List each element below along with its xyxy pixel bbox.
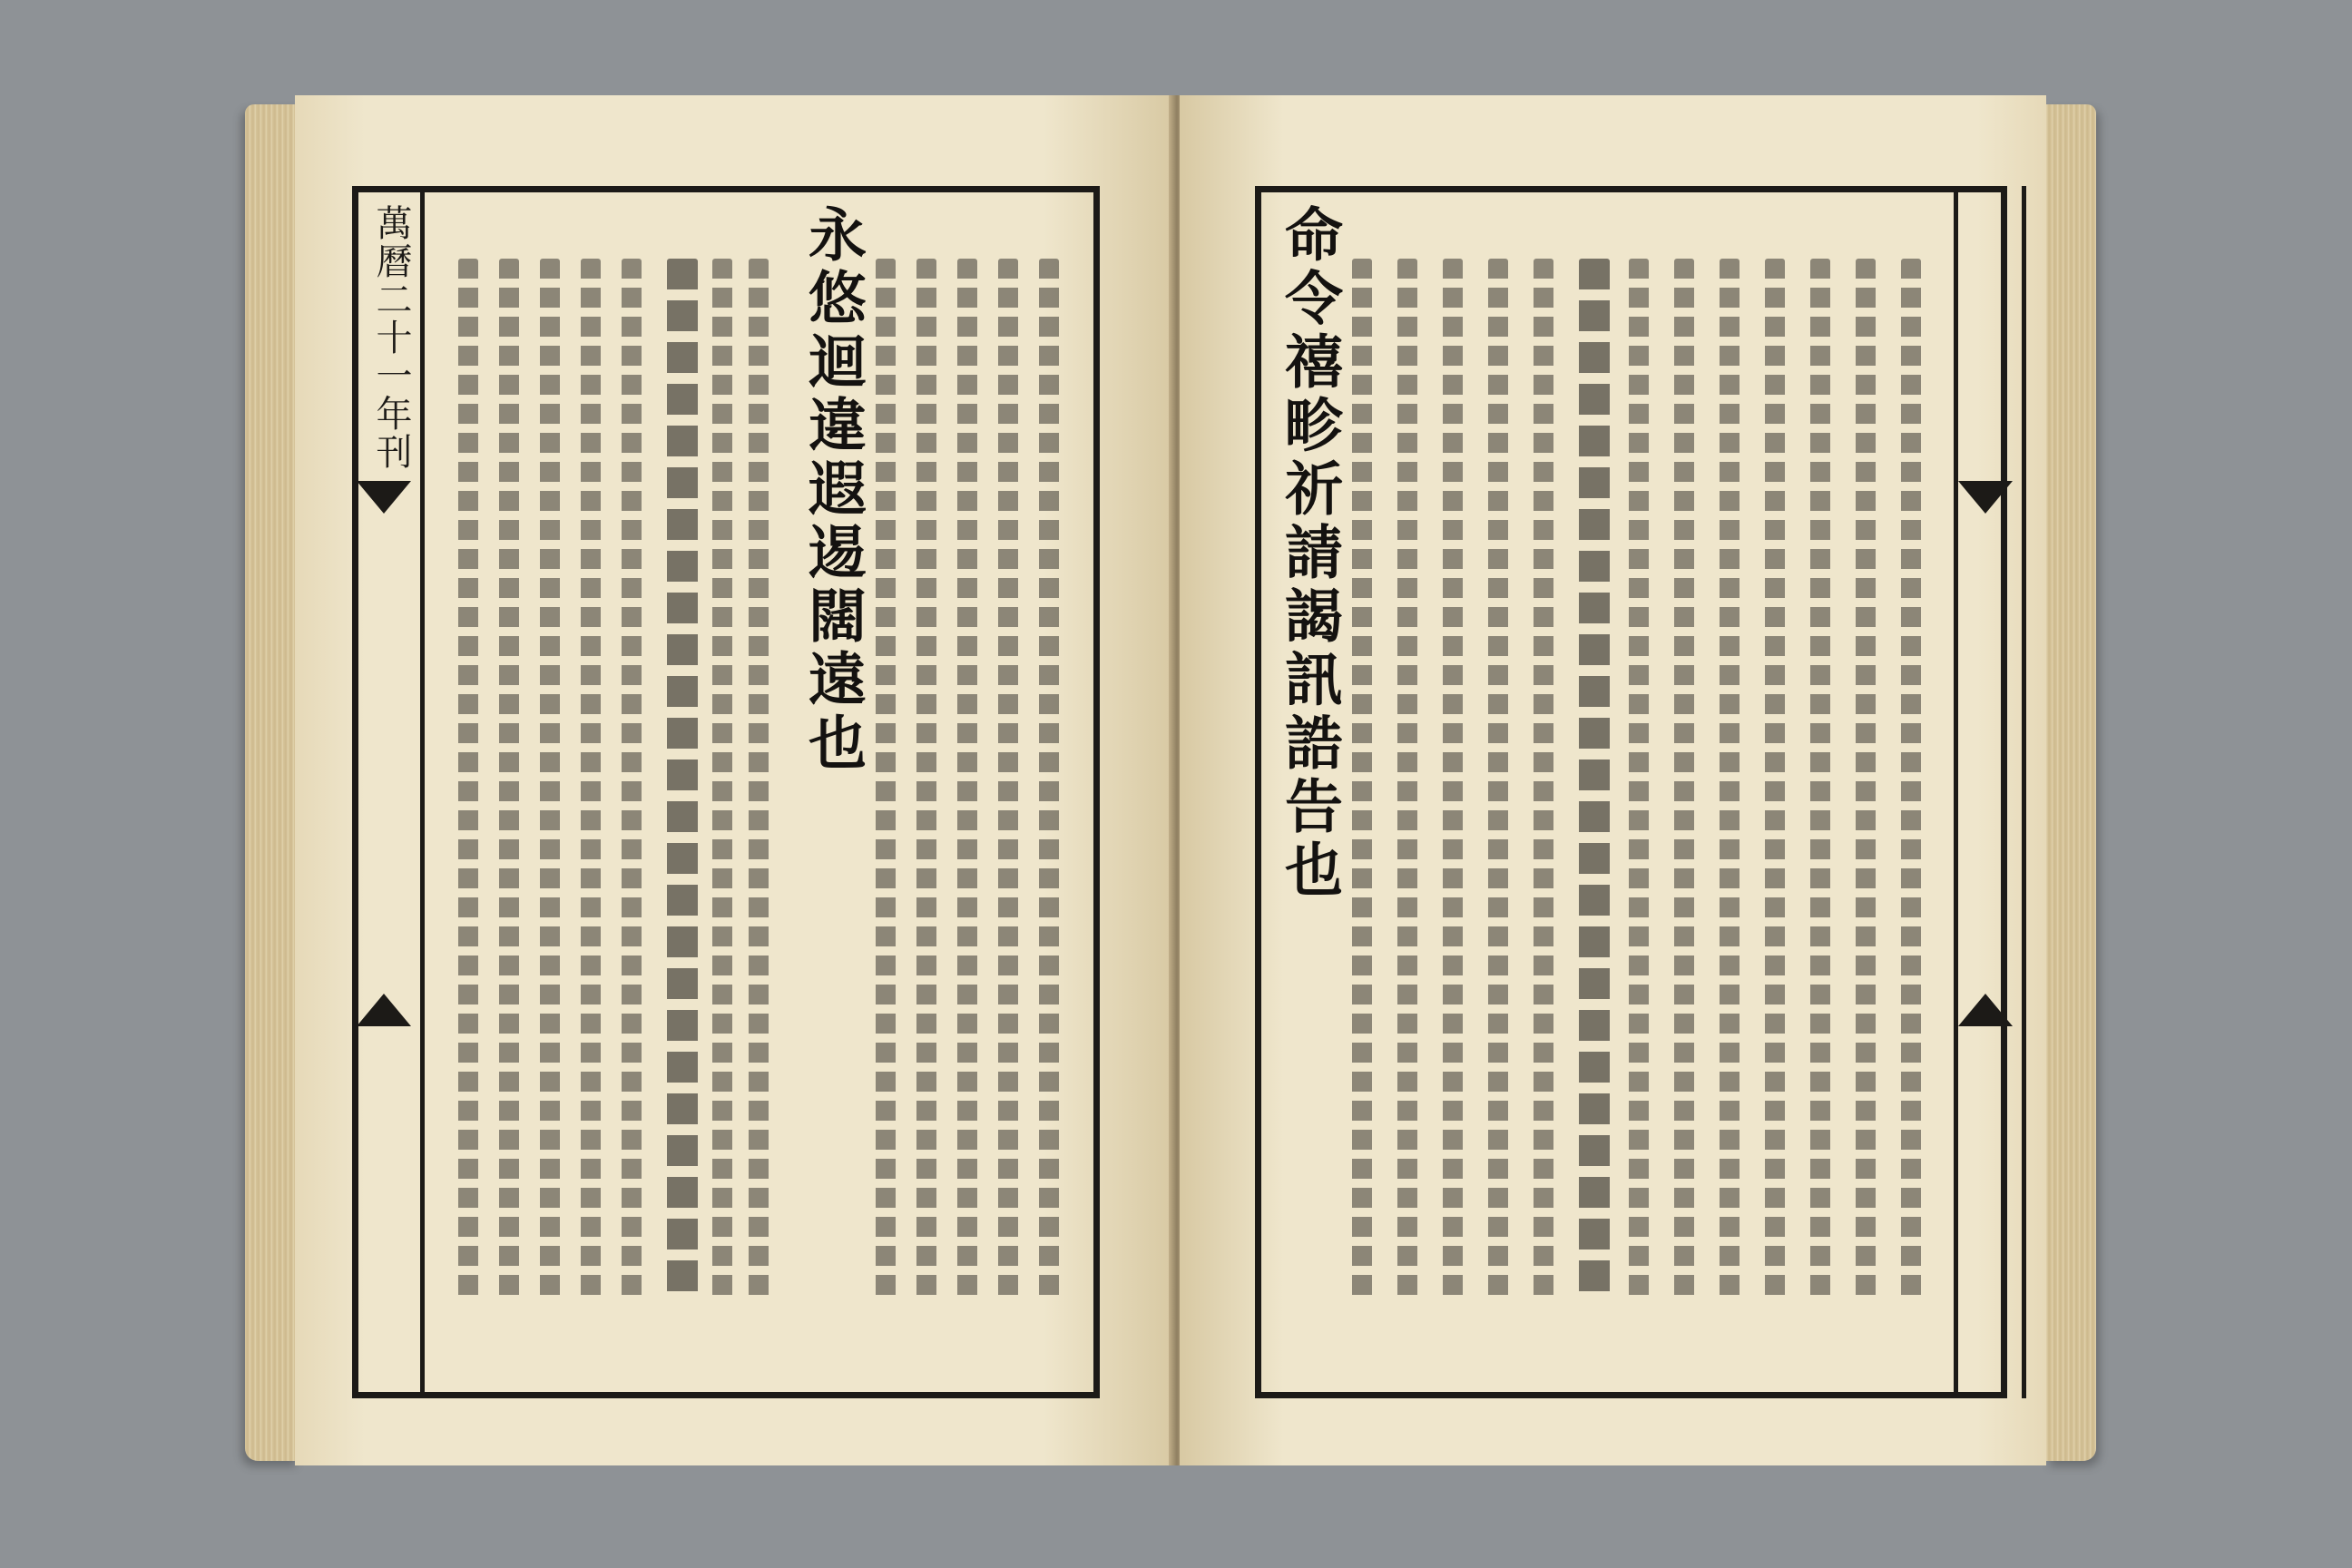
text-column	[1901, 259, 1921, 1302]
text-column	[622, 259, 642, 1302]
fish-tail-mark	[1958, 481, 2013, 514]
right-page-edges	[2046, 104, 2096, 1461]
text-column	[1039, 259, 1059, 1302]
text-column	[540, 259, 560, 1302]
right-page-centre-strip	[1954, 186, 2026, 1398]
text-column	[667, 259, 698, 1302]
text-column	[957, 259, 977, 1302]
text-column	[1443, 259, 1463, 1302]
text-column	[998, 259, 1018, 1302]
text-column	[1765, 259, 1785, 1302]
text-column	[712, 259, 732, 1302]
left-page	[295, 95, 1175, 1465]
text-column	[1488, 259, 1508, 1302]
open-book	[245, 95, 2096, 1470]
text-column	[1629, 259, 1649, 1302]
margin-note: 萬曆二十一年刊	[370, 204, 412, 471]
right-page	[1180, 95, 2046, 1465]
text-column	[1720, 259, 1740, 1302]
text-column	[1534, 259, 1553, 1302]
fish-tail-mark	[1958, 994, 2013, 1026]
text-column	[581, 259, 601, 1302]
text-column	[876, 259, 896, 1302]
text-column	[749, 259, 769, 1302]
text-column	[1674, 259, 1694, 1302]
entry-heading: 命令禧畛祈請謁訊誥告也	[1275, 204, 1343, 903]
text-column	[499, 259, 519, 1302]
text-column	[1352, 259, 1372, 1302]
text-column	[458, 259, 478, 1302]
text-column	[1856, 259, 1876, 1302]
fish-tail-mark	[357, 994, 411, 1026]
text-column	[1579, 259, 1610, 1302]
text-column	[916, 259, 936, 1302]
entry-heading: 永悠迴違遐逷闊遠也	[799, 204, 867, 776]
left-page-edges	[245, 104, 299, 1461]
text-column	[1810, 259, 1830, 1302]
fish-tail-mark	[357, 481, 411, 514]
text-column	[1397, 259, 1417, 1302]
